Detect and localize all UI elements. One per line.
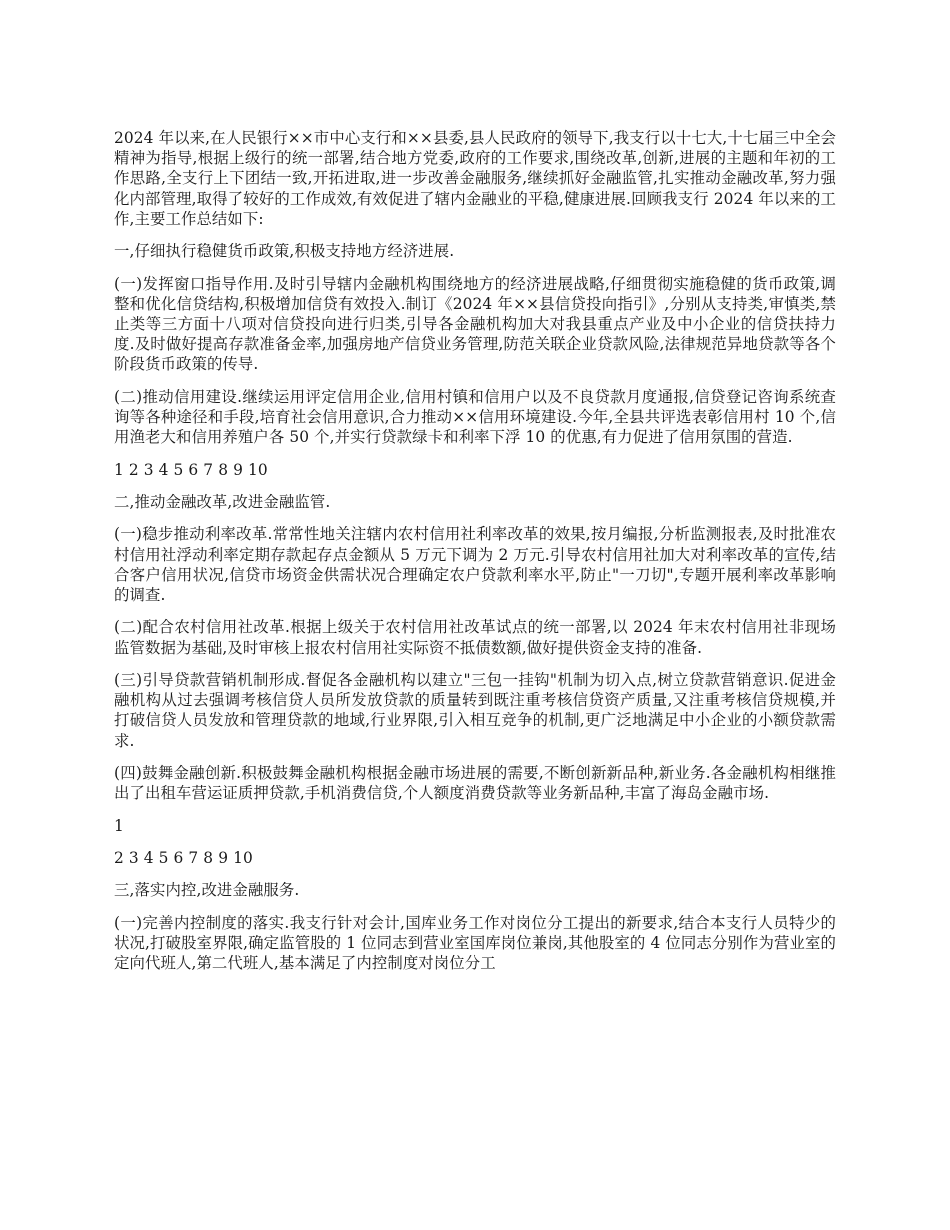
paragraph-credit-union-reform: (二)配合农村信用社改革.根据上级关于农村信用社改革试点的统一部署,以 2024 年末农村信用社非现场监管数据为基础,及时审核上报农村信用社实际资不抵债数额,做好提供资金支持的准备. — [114, 618, 836, 657]
paragraph-loan-marketing: (三)引导贷款营销机制形成.督促各金融机构以建立"三包一挂钩"机制为切入点,树立贷款营销意识.促进金融机构从过去强调考核信贷人员所发放贷款的质量转到既注重考核信贷资产质量,又注重考核信贷规模,并打破信贷人员发放和管理贷款的地域,行业界限,引入相互竞争的机制,更广泛地满足中小企业的小额贷款需求. — [114, 670, 836, 750]
page-number-row: 2 3 4 5 6 7 8 9 10 — [114, 848, 253, 867]
document-body — [114, 128, 836, 986]
paragraph-window-guidance: (一)发挥窗口指导作用.及时引导辖内金融机构围绕地方的经济进展战略,仔细贯彻实施稳健的货币政策,调整和优化信贷结构,积极增加信贷有效投入.制订《2024 年××县信贷投向指引》,分别从支持类,审慎类,禁止类等三方面十八项对信贷投向进行归类,引导各金融机构加大对我县重点产业及中小企业的信贷扶持力度.及时做好提高存款准备金率,加强房地产信贷业务管理,防范关联企业贷款风险,法律规范异地贷款等各个阶段货币政策的传导. — [114, 274, 836, 374]
section-heading-3: 三,落实内控,改进金融服务. — [114, 881, 300, 900]
section-heading-2: 二,推动金融改革,改进金融监管. — [114, 492, 331, 511]
section-heading-1: 一,仔细执行稳健货币政策,积极支持地方经济进展. — [114, 242, 455, 261]
page-number-row: 1 2 3 4 5 6 7 8 9 10 — [114, 460, 268, 479]
paragraph-financial-innovation: (四)鼓舞金融创新.积极鼓舞金融机构根据金融市场进展的需要,不断创新新品种,新业务.各金融机构相继推出了出租车营运证质押贷款,手机消费信贷,个人额度消费贷款等业务新品种,丰富了海岛金融市场. — [114, 763, 836, 803]
page-number-single: 1 — [114, 816, 124, 835]
paragraph-interest-rate-reform: (一)稳步推动利率改革.常常性地关注辖内农村信用社利率改革的效果,按月编报,分析监测报表,及时批准农村信用社浮动利率定期存款起存点金额从 5 万元下调为 2 万元.引导农村信用社加大对利率改革的宣传,结合客户信用状况,信贷市场资金供需状况合理确定农户贷款利率水平,防止"一刀切",专题开展利率改革影响的调查. — [114, 525, 836, 604]
paragraph-credit-building: (二)推动信用建设.继续运用评定信用企业,信用村镇和信用户以及不良贷款月度通报,信贷登记咨询系统查询等各种途径和手段,培育社会信用意识,合力推动××信用环境建设.今年,全县共评选表彰信用村 10 个,信用渔老大和信用养殖户各 50 个,并实行贷款绿卡和利率下浮 10 的优惠,有力促进了信用氛围的营造. — [114, 387, 836, 447]
paragraph-internal-control: (一)完善内控制度的落实.我支行针对会计,国库业务工作对岗位分工提出的新要求,结合本支行人员特少的状况,打破股室界限,确定监管股的 1 位同志到营业室国库岗位兼岗,其他股室的 4 位同志分别作为营业室的定向代班人,第二代班人,基本满足了内控制度对岗位分工 — [114, 913, 836, 973]
intro-paragraph: 2024 年以来,在人民银行××市中心支行和××县委,县人民政府的领导下,我支行以十七大,十七届三中全会精神为指导,根据上级行的统一部署,结合地方党委,政府的工作要求,围绕改革,创新,进展的主题和年初的工作思路,全支行上下团结一致,开拓进取,进一步改善金融服务,继续抓好金融监管,扎实推动金融改革,努力强化内部管理,取得了较好的工作成效,有效促进了辖内金融业的平稳,健康进展.回顾我支行 2024 年以来的工作,主要工作总结如下: — [114, 129, 836, 228]
